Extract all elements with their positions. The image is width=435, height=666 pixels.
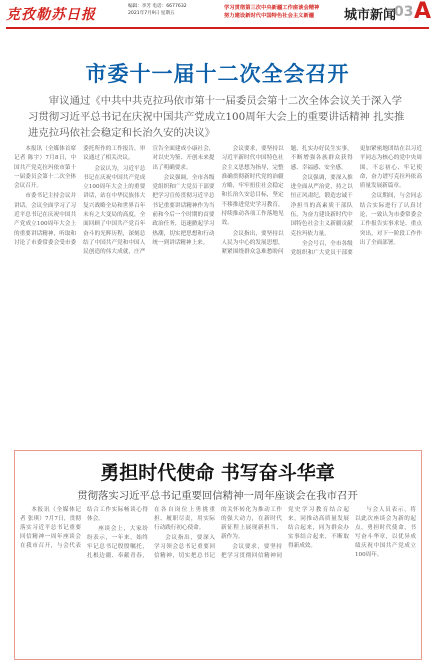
- article-paragraph: 会议指出，要坚持以人民为中心的发展思想，紧紧围绕群众急难愁盼问题，扎实办好民生实事，不断增强各族群众获得感、幸福感、安全感。: [221, 146, 353, 256]
- feature-paragraph: 会议指出，要深入学习领会总书记重要回信精神，切实把总书记的关怀转化为推动工作的强大动力，在新时代新征程上展现新担当、新作为。: [154, 507, 282, 559]
- page-number: 03: [394, 4, 414, 20]
- article-subtitle: 审议通过《中共中共克拉玛依市第十一届委员会第十二次全体会议关于深入学习贯彻习近平总书记在庆祝中国共产党成立100周年大会上的重要讲话精神 扎实推进克拉玛依社会稳定和长治久安的决议》: [28, 95, 405, 139]
- header-divider: [6, 27, 429, 29]
- issue-info-line: 2021年7月9日 星期五: [128, 11, 175, 16]
- section-name: 城市新闻: [344, 8, 397, 23]
- feature-paragraph: 与会人员表示，将以此次座谈会为新的起点，勇担时代使命，书写奋斗华章，以优异成绩庆祝中国共产党成立100周年。: [355, 507, 416, 558]
- article-paragraph: 本报讯（全媒体首席记者 陈宇）7月8日，中国共产党克拉玛依市第十一届委员会第十二次全体会议召开。: [14, 146, 77, 190]
- feature-article-body: [20, 506, 416, 654]
- article-paragraph: 会议期间，与会同志结合实际进行了认真讨论，一致认为市委常委会工作报告实事求是、重点突出，对下一阶段工作作出了全面部署。: [359, 193, 422, 246]
- header-headline: 学习贯彻第三次中央新疆工作座谈会精神: [224, 5, 320, 11]
- feature-paragraph: 座谈会上，大家纷纷表示，一年来，始终牢记总书记殷殷嘱托，扎根边疆、奉献青春，在各自岗位上勇挑重担、履职尽责，用实际行动践行初心使命。: [87, 507, 215, 559]
- issue-info: [128, 3, 218, 17]
- header-headlines: [224, 4, 340, 20]
- article-paragraph: 会议要求，要坚持以习近平新时代中国特色社会主义思想为指导，完整准确贯彻新时代党的治疆方略，牢牢扭住社会稳定和长治久安总目标，坚定不移推进党史学习教育，持续推动各项工作落地见效。: [221, 146, 284, 227]
- feature-paragraph: 会议要求，要坚持把学习贯彻回信精神同党史学习教育结合起来，同推动高质量发展结合起来，同为群众办实事结合起来，不断取得新成效。: [221, 507, 349, 559]
- article-paragraph: 会议强调，全市各级党组织和广大党员干部要把学习宣传贯彻习近平总书记重要讲话精神作为当前和今后一个时期的首要政治任务，迅速掀起学习热潮，切实把思想和行动统一到讲话精神上来。: [152, 174, 215, 246]
- page-letter: A: [414, 0, 432, 24]
- issue-info-line: 编辑：李芳 电话：6677632: [128, 4, 187, 9]
- feature-article-title: 勇担时代使命 书写奋斗华章: [100, 462, 335, 484]
- article-paragraph: 全会号召，全市各级党组织和广大党员干部要更加紧密地团结在以习近平同志为核心的党中央周围，不忘初心、牢记使命，奋力谱写克拉玛依高质量发展新篇章。: [290, 146, 422, 257]
- feature-paragraph: 本报讯（全媒体记者 张琪）7月7日，贯彻落实习近平总书记重要回信精神一周年座谈会在我市召开，与会代表结合工作实际畅谈心得体会。: [20, 507, 148, 549]
- header-headline: 努力建设新时代中国特色社会主义新疆: [224, 13, 315, 19]
- article-title: 市委十一届十二次全会召开: [85, 62, 350, 86]
- article-paragraph: 会议认为，习近平总书记在庆祝中国共产党成立100周年大会上的重要讲话，站在中华民族伟大复兴战略全局和世界百年未有之大变局的高度，全面回顾了中国共产党百年奋斗的光辉历程，深刻总结了中国共产党和中国人民创造的伟大成就，庄严宣告全面建成小康社会，对以史为鉴、开创未来提出了明确要求。: [83, 146, 215, 256]
- article-body: [14, 145, 422, 437]
- newspaper-masthead: 克孜勒苏日报: [6, 7, 96, 22]
- page-header: [0, 0, 435, 44]
- feature-article-subtitle: 贯彻落实习近平总书记重要回信精神一周年座谈会在我市召开: [77, 490, 358, 502]
- article-paragraph: 会议强调，要深入推进全面从严治党，持之以恒正风肃纪，锻造忠诚干净担当的高素质干部队伍，为奋力建设新时代中国特色社会主义新疆贡献克拉玛依力量。: [290, 174, 353, 237]
- article-paragraph: 市委书记主持会议并讲话。会议全面学习了习近平总书记在庆祝中国共产党成立100周年大会上的重要讲话精神，听取和讨论了市委常委会受市委委托所作的工作报告，审议通过了相关决议。: [14, 146, 146, 246]
